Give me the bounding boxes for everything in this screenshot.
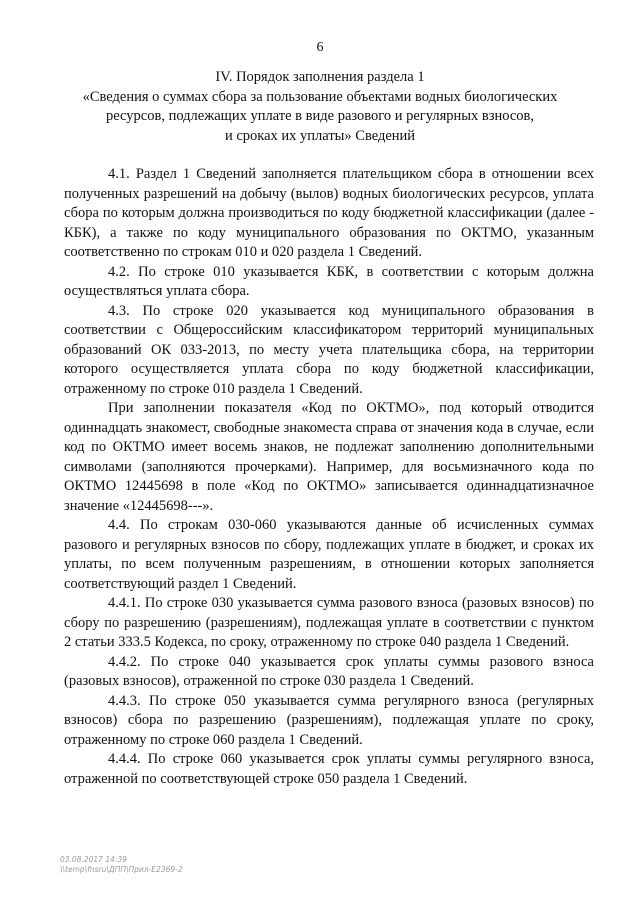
paragraph-4-4-4: 4.4.4. По строке 060 указывается срок уплаты суммы регулярного взноса, отраженной по соответствующей строке 050 раздела 1 Сведений. [64, 751, 594, 787]
document-body [64, 165, 594, 789]
paragraph-4-4-1: 4.4.1. По строке 030 указывается сумма разового взноса (разовых взносов) по сбору по разрешению (разрешениям), подлежащая уплате в соответствии с пунктом 2 статьи 333.5 Кодекса, по сроку, отраженному по строке 040 раздела 1 Сведений. [64, 595, 594, 650]
heading-line-4: и сроках их уплаты» Сведений [224, 127, 416, 144]
heading-line-2: «Сведения о суммах сбора за пользование объектами водных биологических [82, 88, 558, 105]
paragraph-4-2: 4.2. По строке 010 указывается КБК, в соответствии с которым должна осуществляться уплата сбора. [64, 263, 594, 299]
paragraph-oktmo-note: При заполнении показателя «Код по ОКТМО», под который отводится одиннадцать знакомест, свободные знакоместа справа от значения кода в случае, если код по ОКТМО имеет восемь знаков, не подлежат заполнению дополнительными символами (заполняются прочерками). Например, для восьмизначного кода по ОКТМО 12445698 в поле «Код по ОКТМО» записывается одиннадцатизначное значение «12445698---». [64, 400, 594, 514]
footer-timestamp: 03.08.2017 14:39 [60, 855, 127, 864]
heading-line-1: IV. Порядок заполнения раздела 1 [215, 69, 425, 85]
page-number: 6 [316, 40, 324, 55]
heading-line-3: ресурсов, подлежащих уплате в виде разового и регулярных взносов, [106, 108, 534, 124]
section-heading [60, 68, 580, 146]
paragraph-4-4-3: 4.4.3. По строке 050 указывается сумма регулярного взноса (регулярных взносов) сбора по разрешению (разрешениям), подлежащая уплате по сроку, отраженному по строке 060 раздела 1 Сведений. [64, 692, 594, 748]
file-footer [60, 855, 183, 875]
paragraph-4-4: 4.4. По строкам 030-060 указываются данные об исчисленных суммах разового и регулярных взносов по сбору, подлежащих уплате в бюджет, и сроках их уплаты, по всем полученным разрешениям, в отношении которых заполняется соответствующий раздел 1 Сведений. [64, 517, 594, 592]
paragraph-4-3: 4.3. По строке 020 указывается код муниципального образования в соответствии с Общероссийским классификатором территорий муниципальных образований ОК 033-2013, по месту учета плательщика сбора, на территории которого осуществляется уплата сбора по коду бюджетной классификации, отраженному по строке 010 раздела 1 Сведений. [64, 302, 594, 397]
paragraph-4-4-2: 4.4.2. По строке 040 указывается срок уплаты суммы разового взноса (разовых взносов), отраженной по строке 030 раздела 1 Сведений. [64, 653, 594, 689]
paragraph-4-1: 4.1. Раздел 1 Сведений заполняется плательщиком сбора в отношении всех полученных разрешений на добычу (вылов) водных биологических ресурсов, уплата сбора по которым должна производиться по коду бюджетной классификации (далее - КБК), а также по коду муниципального образования по ОКТМО, указанным соответственно по строкам 010 и 020 раздела 1 Сведений. [64, 166, 594, 260]
footer-file-path: \\temp\fnsru\ДПП\Прил-Е2369-2 [60, 865, 183, 874]
